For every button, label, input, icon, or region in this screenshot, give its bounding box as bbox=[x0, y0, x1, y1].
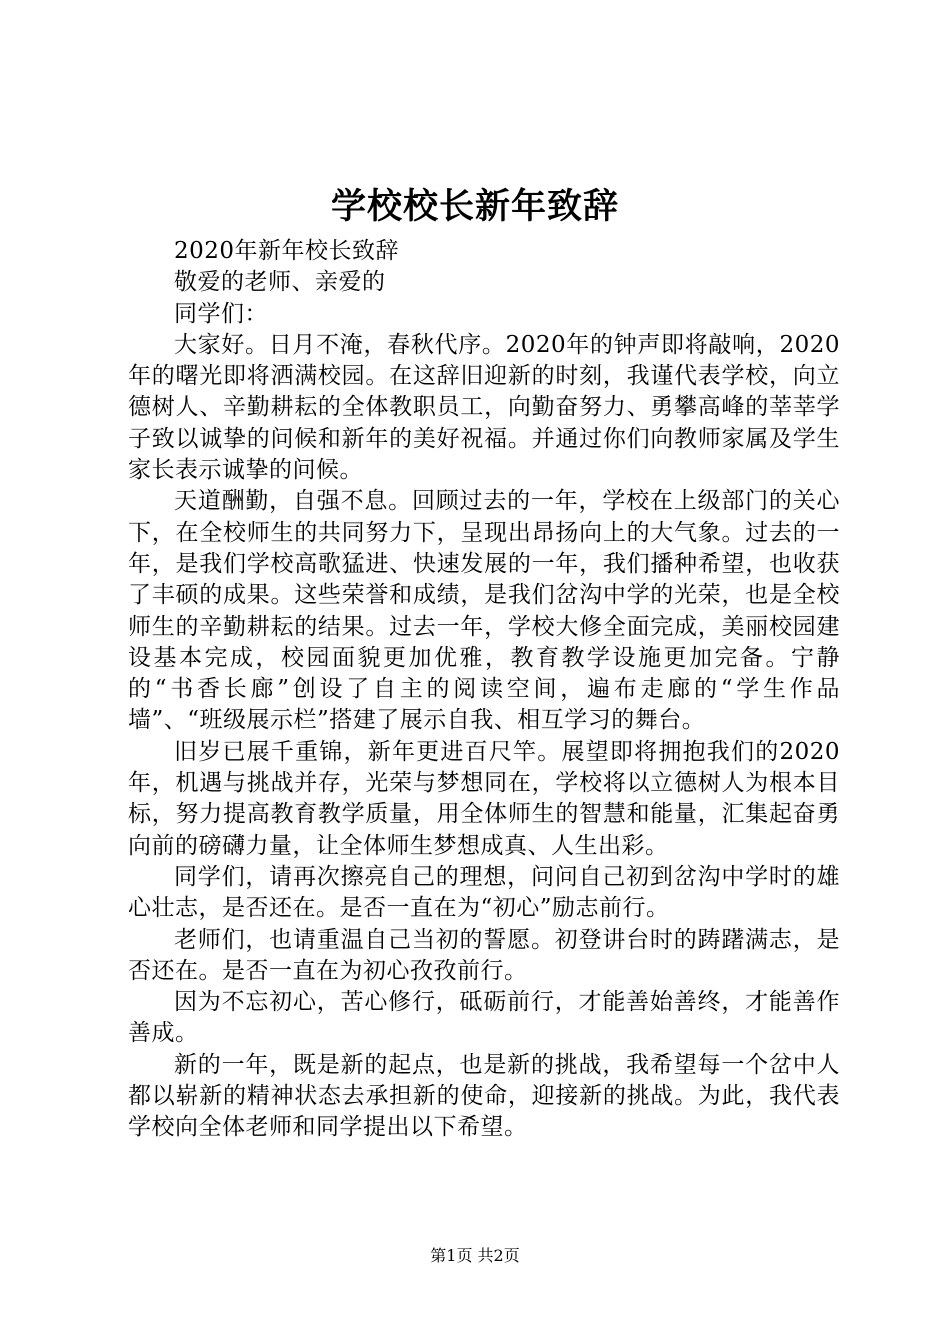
paragraph: 因为不忘初心，苦心修行，砥砺前行，才能善始善终，才能善作善成。 bbox=[128, 989, 840, 1047]
paragraph: 旧岁已展千重锦，新年更进百尺竿。展望即将拥抱我们的2020年，机遇与挑战并存，光荣与梦想同在，学校将以立德树人为根本目标，努力提高教育教学质量，用全体师生的智慧和能量，汇集起奋勇向前的磅礴力量，让全体师生梦想成真、人生出彩。 bbox=[128, 738, 840, 859]
paragraph: 老师们，也请重温自己当初的誓愿。初登讲台时的踌躇满志，是否还在。是否一直在为初心孜孜前行。 bbox=[128, 926, 840, 984]
salutation-line-2: 同学们： bbox=[174, 300, 268, 327]
subtitle-line: 2020年新年校长致辞 bbox=[174, 238, 400, 264]
paragraph: 天道酬勤，自强不息。回顾过去的一年，学校在上级部门的关心下，在全校师生的共同努力下，呈现出昂扬向上的大气象。过去的一年，是我们学校高歌猛进、快速发展的一年，我们播种希望，也收获了丰硕的成果。这些荣誉和成绩，是我们岔沟中学的光荣，也是全校师生的辛勤耕耘的结果。过去一年，学校大修全面完成，美丽校园建设基本完成，校园面貌更加优雅，教育教学设施更加完备。宁静的“书香长廊”创设了自主的阅读空间，遍布走廊的“学生作品墙”、“班级展示栏”搭建了展示自我、相互学习的舞台。 bbox=[128, 488, 840, 734]
salutation-line-1: 敬爱的老师、亲爱的 bbox=[174, 269, 386, 296]
paragraph: 大家好。日月不淹，春秋代序。2020年的钟声即将敲响，2020年的曙光即将洒满校园。在这辞旧迎新的时刻，我谨代表学校，向立德树人、辛勤耕耘的全体教职员工，向勤奋努力、勇攀高峰的莘莘学子致以诚挚的问候和新年的美好祝福。并通过你们向教师家属及学生家长表示诚挚的问候。 bbox=[128, 331, 840, 484]
document-title: 学校校长新年致辞 bbox=[330, 186, 619, 227]
document-body bbox=[128, 236, 840, 1144]
page-footer: 第1页 共2页 bbox=[430, 1246, 520, 1265]
paragraph: 同学们，请再次擦亮自己的理想，问问自己初到岔沟中学时的雄心壮志，是否还在。是否一直在为“初心”励志前行。 bbox=[128, 863, 840, 922]
paragraph: 新的一年，既是新的起点，也是新的挑战，我希望每一个岔中人都以崭新的精神状态去承担新的使命，迎接新的挑战。为此，我代表学校向全体老师和同学提出以下希望。 bbox=[128, 1051, 840, 1141]
